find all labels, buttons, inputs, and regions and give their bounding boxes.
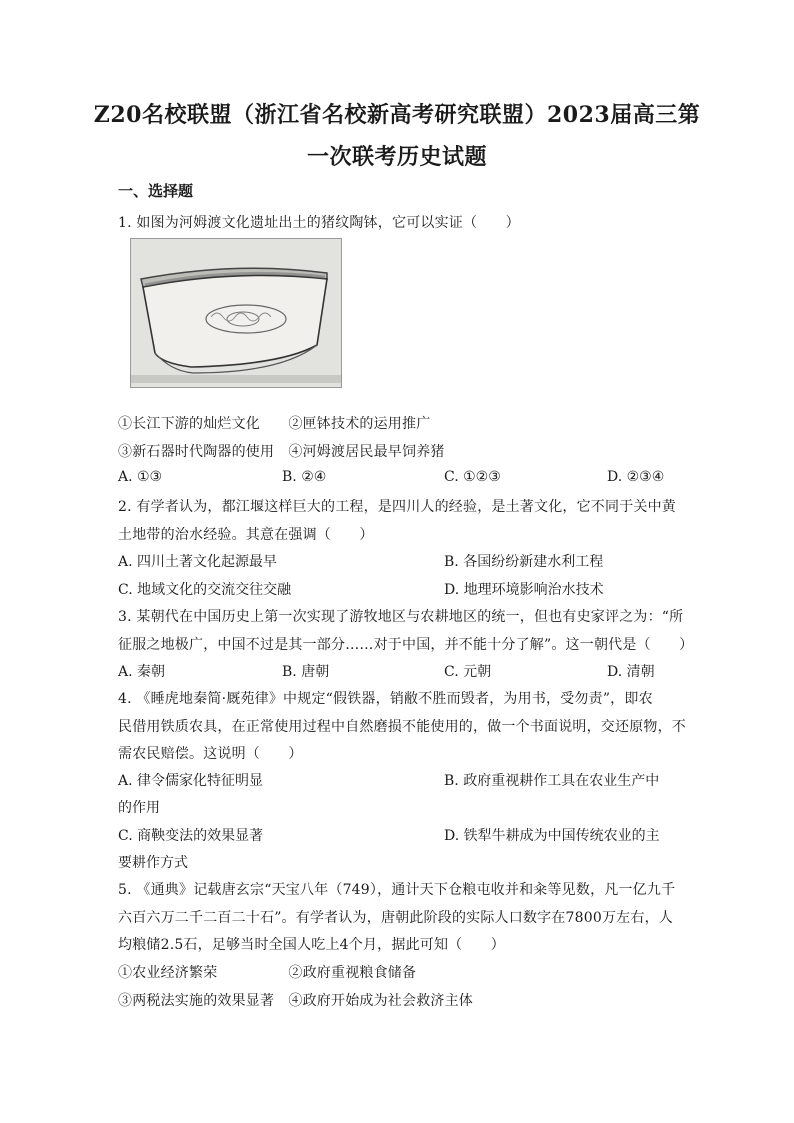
pig-pattern-bowl-drawing [131,239,341,387]
question-4-stem-line-3: 需农民赔偿。这说明（ ） [118,746,303,762]
question-4-option-d-continued: 要耕作方式 [118,855,188,871]
question-5-stem-line-1: 5. 《通典》记载唐玄宗“天宝八年（749），通计天下仓粮屯收并和籴等见数，凡一亿九千 [118,882,676,898]
question-5-statements-b: ③两税法实施的效果显著 ④政府开始成为社会救济主体 [118,993,473,1009]
question-4-option-a[interactable]: A. 律令儒家化特征明显 [118,773,264,789]
question-5-stem-line-3: 均粮储2.5石，足够当时全国人吃上4个月，据此可知（ ） [118,937,505,953]
question-4-option-b-continued: 的作用 [118,800,160,816]
question-4-option-b[interactable]: B. 政府重视耕作工具在农业生产中 [444,773,660,789]
question-4-stem-line-2: 民借用铁质农具，在正常使用过程中自然磨损不能使用的，做一个书面说明，交还原物，不 [118,719,686,735]
pottery-bowl-image [130,238,342,388]
question-1-option-a[interactable]: A. ①③ [118,469,163,485]
exam-title-line-2: 一次联考历史试题 [306,144,487,170]
question-1-statements-a: ①长江下游的灿烂文化 ②匣钵技术的运用推广 [118,416,431,432]
question-3-option-a[interactable]: A. 秦朝 [118,664,166,680]
question-2-option-a[interactable]: A. 四川土著文化起源最早 [118,554,278,570]
question-5-stem-line-2: 六百六万二千二百二十石”。有学者认为，唐朝此阶段的实际人口数字在7800万左右，人 [118,910,673,926]
question-5-statements-a: ①农业经济繁荣 ②政府重视粮食储备 [118,965,417,981]
question-2-stem-line-1: 2. 有学者认为，都江堰这样巨大的工程，是四川人的经验，是土著文化，它不同于关中黄 [118,499,677,515]
exam-title-line-1: Z20名校联盟（浙江省名校新高考研究联盟）2023届高三第 [93,102,701,128]
question-4-stem-line-1: 4. 《睡虎地秦简·厩苑律》中规定“假铁器，销敝不胜而毁者，为用书，受勿责”，即农 [118,691,653,707]
section-heading: 一、选择题 [118,182,194,200]
question-2-option-c[interactable]: C. 地域文化的交流交往交融 [118,582,292,598]
question-3-stem-line-2: 征服之地极广，中国不过是其一部分……对于中国，并不能十分了解”。这一朝代是（ ） [118,637,694,653]
question-3-option-c[interactable]: C. 元朝 [444,664,492,680]
question-2-option-b[interactable]: B. 各国纷纷新建水利工程 [444,554,604,570]
question-3-stem-line-1: 3. 某朝代在中国历史上第一次实现了游牧地区与农耕地区的统一，但也有史家评之为：“所 [118,609,684,625]
question-1-option-b[interactable]: B. ②④ [282,469,327,485]
question-3-option-d[interactable]: D. 清朝 [607,664,655,680]
question-2-option-d[interactable]: D. 地理环境影响治水技术 [444,582,604,598]
question-4-option-c[interactable]: C. 商鞅变法的效果显著 [118,828,264,844]
question-4-option-d[interactable]: D. 铁犁牛耕成为中国传统农业的主 [444,828,660,844]
question-1-option-d[interactable]: D. ②③④ [607,469,665,485]
question-2-stem-line-2: 土地带的治水经验。其意在强调（ ） [118,527,374,543]
question-3-option-b[interactable]: B. 唐朝 [282,664,330,680]
question-1-statements-b: ③新石器时代陶器的使用 ④河姆渡居民最早饲养猪 [118,444,445,460]
question-1-option-c[interactable]: C. ①②③ [444,469,501,485]
question-1-stem: 1. 如图为河姆渡文化遗址出土的猪纹陶钵，它可以实证（ ） [118,215,520,231]
